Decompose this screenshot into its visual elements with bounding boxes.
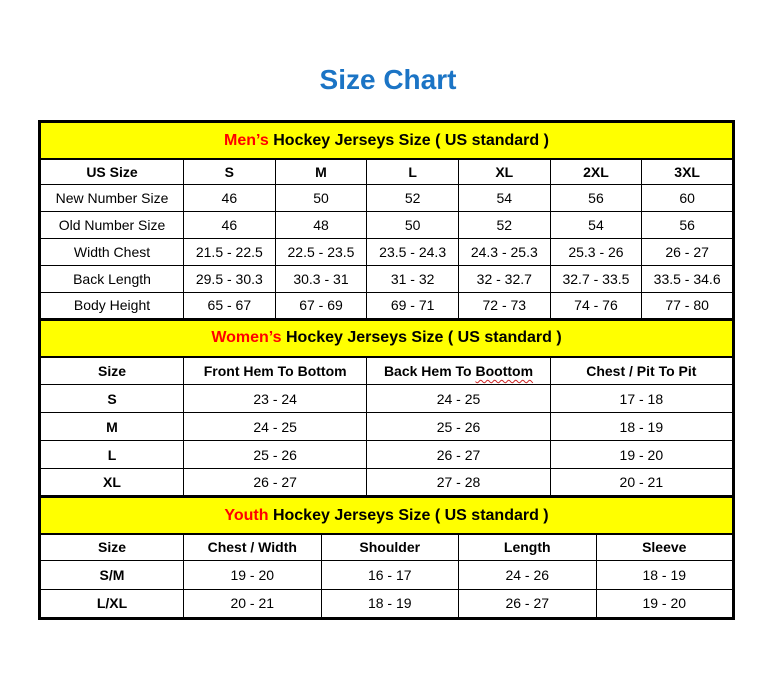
data-cell: 50	[367, 211, 459, 238]
womens-banner-row	[40, 319, 734, 357]
row-label: XL	[40, 469, 184, 497]
data-cell: 25.3 - 26	[550, 238, 642, 265]
row-label: Back Length	[40, 265, 184, 292]
data-cell: 77 - 80	[642, 292, 734, 319]
data-cell: 54	[550, 211, 642, 238]
data-cell: 25 - 26	[367, 413, 550, 441]
data-cell: 23 - 24	[184, 385, 367, 413]
youth-header-chest-width: Chest / Width	[184, 534, 322, 560]
mens-banner-highlight: Men’s	[224, 131, 269, 149]
data-cell: 23.5 - 24.3	[367, 238, 459, 265]
mens-banner-text: Hockey Jerseys Size ( US standard )	[273, 131, 549, 149]
data-cell: 16 - 17	[321, 560, 459, 589]
youth-banner-row	[40, 497, 734, 535]
data-cell: 52	[367, 184, 459, 211]
data-cell: 72 - 73	[458, 292, 550, 319]
row-label: S/M	[40, 560, 184, 589]
mens-row-old-number	[40, 211, 734, 238]
mens-row-back-length	[40, 265, 734, 292]
data-cell: 69 - 71	[367, 292, 459, 319]
data-cell: 18 - 19	[550, 413, 733, 441]
mens-header-2xl: 2XL	[550, 159, 642, 184]
data-cell: 18 - 19	[321, 589, 459, 618]
data-cell: 32 - 32.7	[458, 265, 550, 292]
row-label: Old Number Size	[40, 211, 184, 238]
mens-row-width-chest	[40, 238, 734, 265]
data-cell: 27 - 28	[367, 469, 550, 497]
data-cell: 19 - 20	[596, 589, 734, 618]
youth-header-shoulder: Shoulder	[321, 534, 459, 560]
mens-row-new-number	[40, 184, 734, 211]
womens-row-m	[40, 413, 734, 441]
data-cell: 26 - 27	[642, 238, 734, 265]
mens-header-row	[40, 159, 734, 184]
womens-header-back-hem	[367, 357, 550, 385]
youth-header-sleeve: Sleeve	[596, 534, 734, 560]
youth-header-length: Length	[459, 534, 597, 560]
data-cell: 21.5 - 22.5	[184, 238, 276, 265]
youth-banner-highlight: Youth	[224, 506, 269, 524]
womens-header-row	[40, 357, 734, 385]
mens-header-xl: XL	[458, 159, 550, 184]
data-cell: 20 - 21	[184, 589, 322, 618]
mens-header-l: L	[367, 159, 459, 184]
youth-size-table	[38, 495, 735, 620]
data-cell: 24 - 26	[459, 560, 597, 589]
mens-header-3xl: 3XL	[642, 159, 734, 184]
row-label: Width Chest	[40, 238, 184, 265]
data-cell: 56	[550, 184, 642, 211]
data-cell: 46	[184, 184, 276, 211]
data-cell: 22.5 - 23.5	[275, 238, 367, 265]
womens-header-chest: Chest / Pit To Pit	[550, 357, 733, 385]
womens-size-table	[38, 318, 735, 499]
mens-header-s: S	[184, 159, 276, 184]
data-cell: 56	[642, 211, 734, 238]
data-cell: 26 - 27	[459, 589, 597, 618]
row-label: L	[40, 441, 184, 469]
youth-header-row	[40, 534, 734, 560]
youth-row-sm	[40, 560, 734, 589]
mens-banner-row	[40, 122, 734, 160]
youth-header-size: Size	[40, 534, 184, 560]
youth-banner	[40, 497, 734, 535]
data-cell: 25 - 26	[184, 441, 367, 469]
back-hem-misspelled-word: Boottom	[475, 362, 534, 379]
data-cell: 26 - 27	[367, 441, 550, 469]
mens-row-body-height	[40, 292, 734, 319]
data-cell: 65 - 67	[184, 292, 276, 319]
data-cell: 20 - 21	[550, 469, 733, 497]
mens-header-m: M	[275, 159, 367, 184]
data-cell: 33.5 - 34.6	[642, 265, 734, 292]
data-cell: 30.3 - 31	[275, 265, 367, 292]
womens-banner-text: Hockey Jerseys Size ( US standard )	[286, 329, 562, 346]
data-cell: 60	[642, 184, 734, 211]
youth-row-lxl	[40, 589, 734, 618]
data-cell: 46	[184, 211, 276, 238]
row-label: S	[40, 385, 184, 413]
data-cell: 52	[458, 211, 550, 238]
data-cell: 19 - 20	[550, 441, 733, 469]
mens-banner	[40, 122, 734, 160]
row-label: New Number Size	[40, 184, 184, 211]
womens-row-s	[40, 385, 734, 413]
size-tables-container	[38, 120, 735, 620]
back-hem-prefix: Back Hem To	[383, 362, 472, 379]
data-cell: 24 - 25	[367, 385, 550, 413]
data-cell: 31 - 32	[367, 265, 459, 292]
womens-row-xl	[40, 469, 734, 497]
data-cell: 24.3 - 25.3	[458, 238, 550, 265]
womens-header-size: Size	[40, 357, 184, 385]
mens-size-table	[38, 120, 735, 321]
womens-row-l	[40, 441, 734, 469]
mens-header-us-size: US Size	[40, 159, 184, 184]
data-cell: 67 - 69	[275, 292, 367, 319]
womens-banner	[40, 319, 734, 357]
data-cell: 18 - 19	[596, 560, 734, 589]
row-label: M	[40, 413, 184, 441]
data-cell: 24 - 25	[184, 413, 367, 441]
row-label: L/XL	[40, 589, 184, 618]
womens-banner-highlight: Women’s	[211, 329, 282, 346]
data-cell: 32.7 - 33.5	[550, 265, 642, 292]
data-cell: 29.5 - 30.3	[184, 265, 276, 292]
data-cell: 26 - 27	[184, 469, 367, 497]
data-cell: 50	[275, 184, 367, 211]
page-title: Size Chart	[319, 64, 457, 95]
row-label: Body Height	[40, 292, 184, 319]
data-cell: 17 - 18	[550, 385, 733, 413]
data-cell: 19 - 20	[184, 560, 322, 589]
youth-banner-text: Hockey Jerseys Size ( US standard )	[272, 506, 549, 524]
womens-header-front-hem: Front Hem To Bottom	[184, 357, 367, 385]
data-cell: 48	[275, 211, 367, 238]
data-cell: 74 - 76	[550, 292, 642, 319]
data-cell: 54	[458, 184, 550, 211]
